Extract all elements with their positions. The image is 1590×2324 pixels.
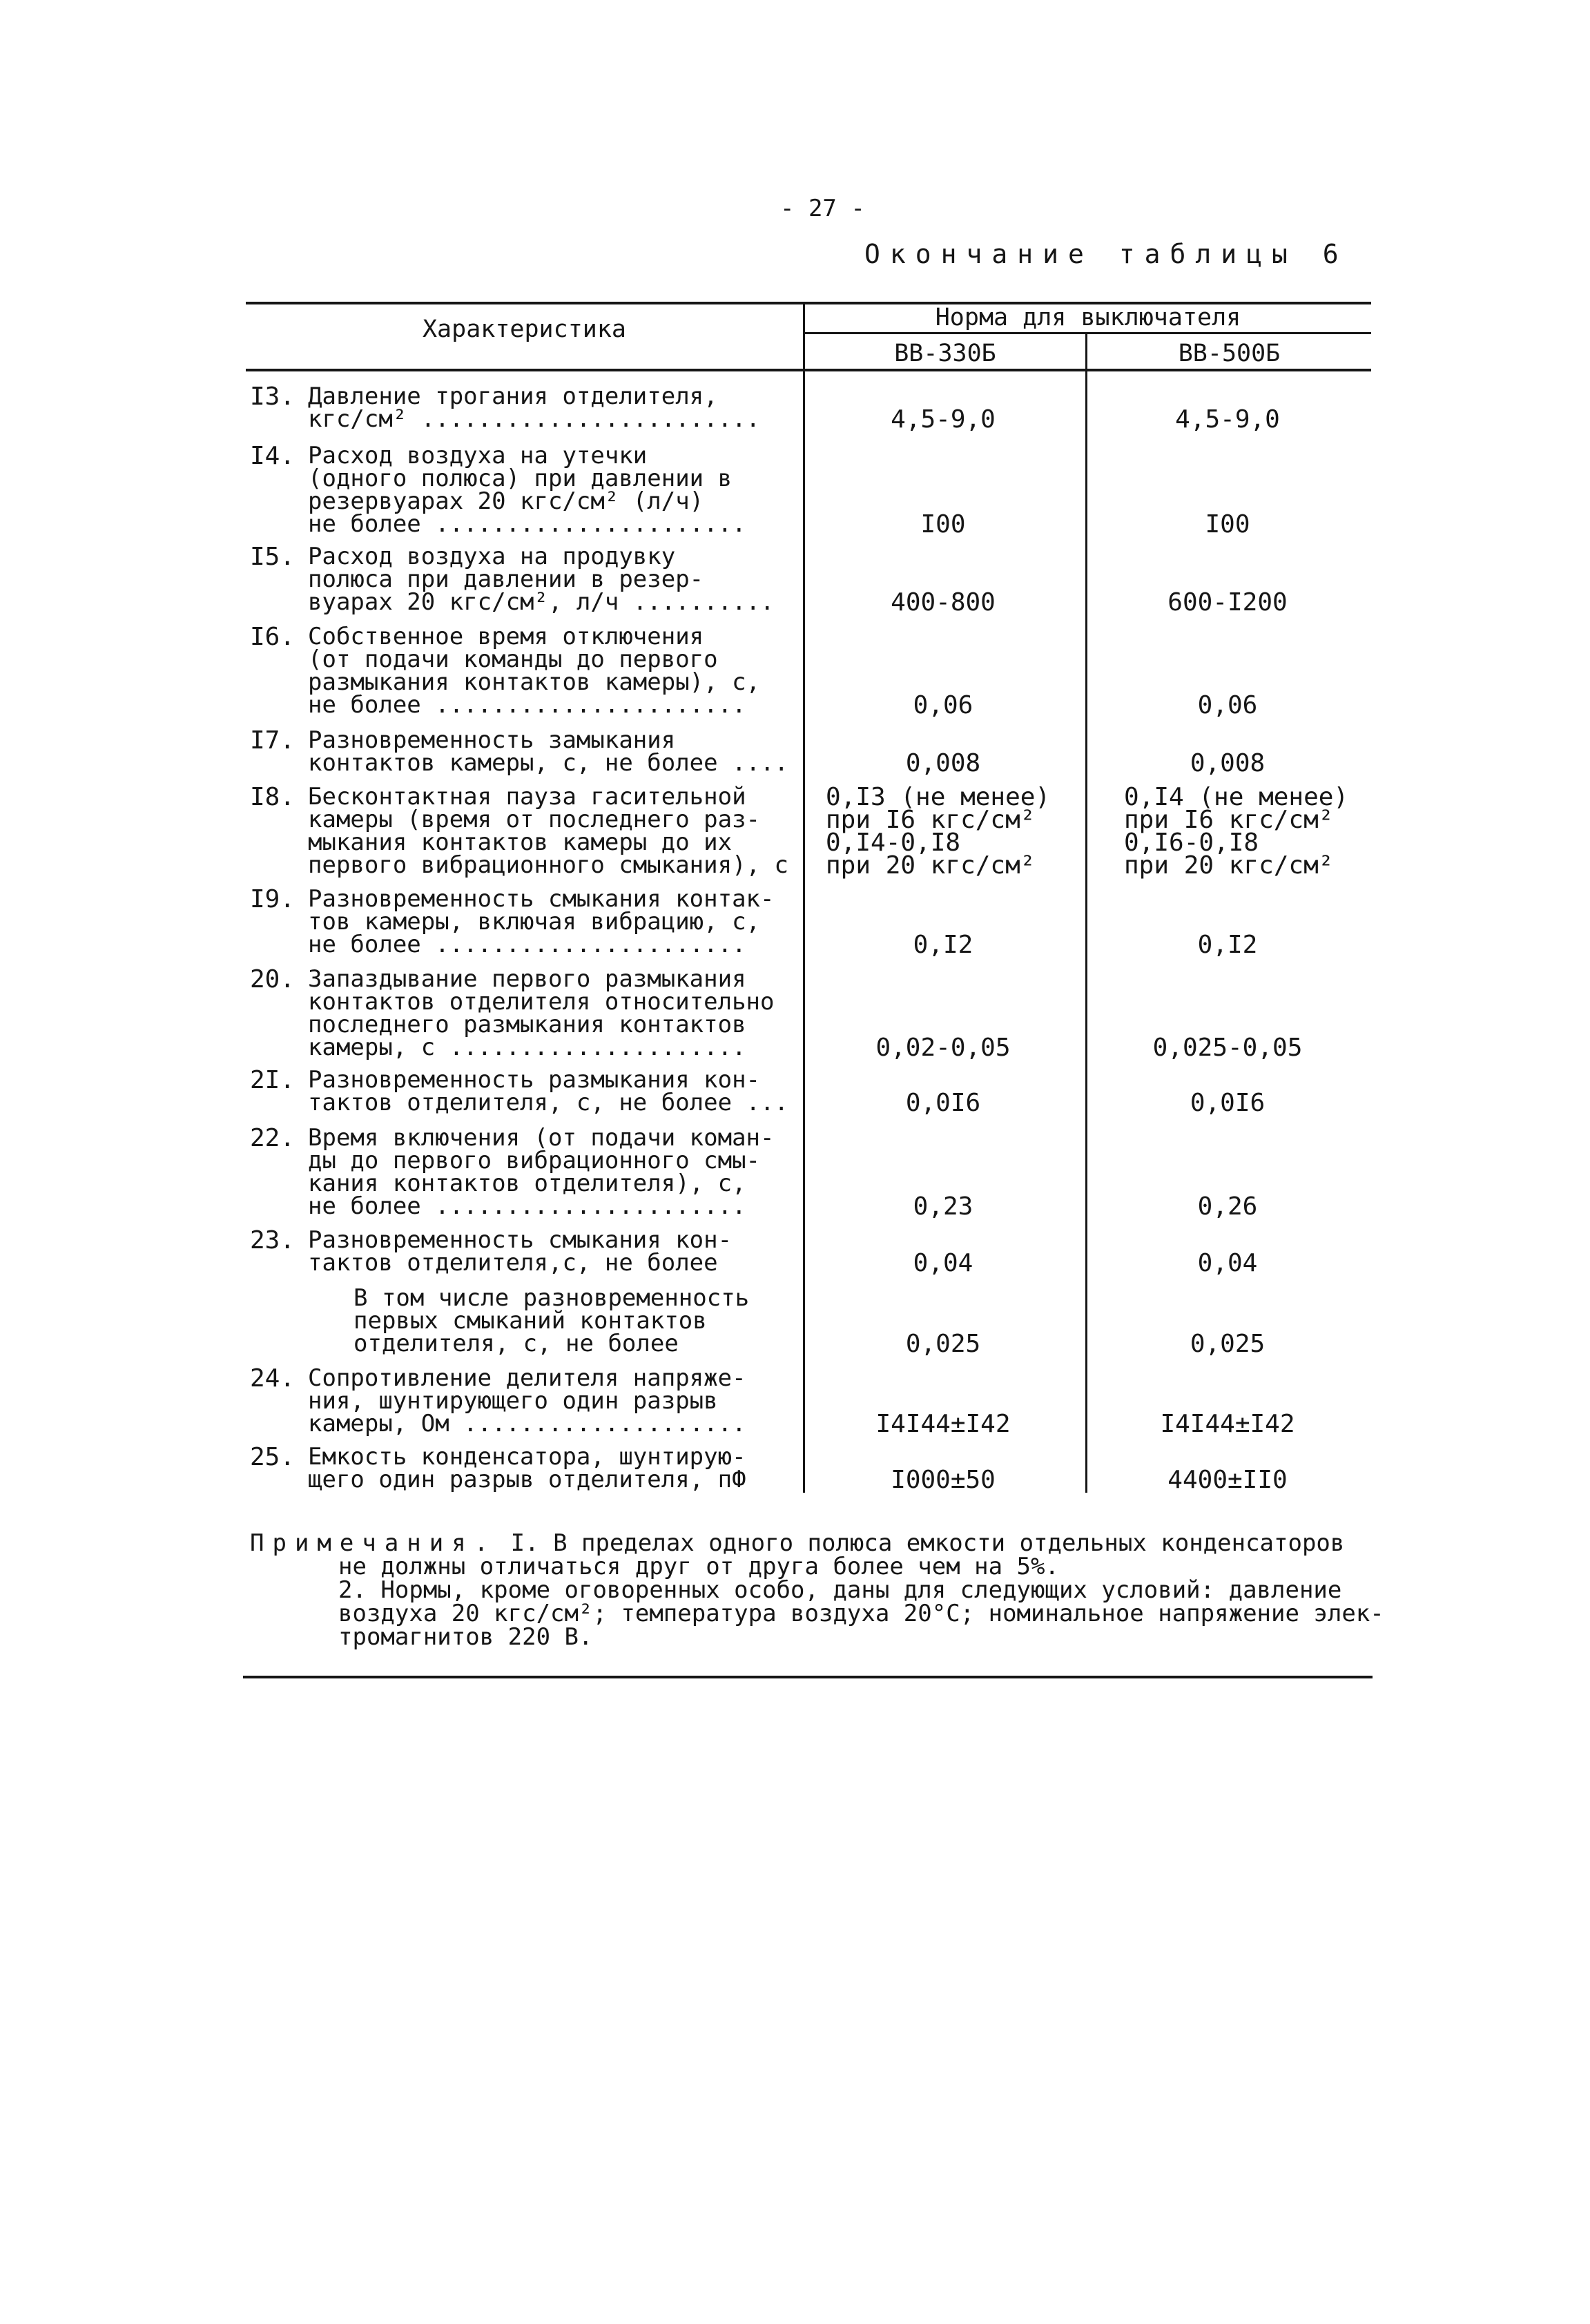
row-characteristic: Разновременность размыкания кон- тактов отделителя, с, не более ...	[308, 1066, 788, 1116]
notes	[250, 1531, 1410, 1649]
value-vv330b: 0,23	[913, 1192, 973, 1221]
row-number: I6.	[250, 623, 295, 651]
header-characteristic: Характеристика	[422, 316, 626, 343]
column-divider-2	[1085, 334, 1087, 1493]
row-number: 23.	[250, 1226, 295, 1255]
notes-line-2: не должны отличаться друг от друга более чем на 5%.	[338, 1553, 1059, 1580]
value-vv500b: I00	[1205, 510, 1250, 539]
value-vv330b: 0,025	[905, 1330, 981, 1358]
notes-line-3: 2. Нормы, кроме оговоренных особо, даны для следующих условий: давление	[338, 1576, 1342, 1604]
value-vv500b: 0,025-0,05	[1152, 1034, 1303, 1062]
value-vv500b: 0,04	[1197, 1249, 1258, 1277]
value-vv330b: I000±50	[891, 1466, 996, 1494]
row-characteristic: Бесконтактная пауза гасительной камеры (время от последнего раз- мыкания контактов камеры до их первого вибрационного смыкания), с	[308, 783, 788, 879]
header-col-vv500b: ВВ-500Б	[1178, 340, 1281, 367]
value-vv500b: 0,I2	[1197, 931, 1258, 959]
value-vv330b: I4I44±I42	[875, 1410, 1011, 1438]
value-vv330b: I00	[920, 510, 966, 539]
value-vv330b: 400-800	[891, 588, 996, 617]
value-vv330b: 0,0I6	[905, 1089, 981, 1117]
header-col-vv330b: ВВ-330Б	[894, 340, 996, 367]
row-characteristic: В том числе разновременность первых смыканий контактов отделителя, с, не более	[353, 1284, 750, 1357]
row-characteristic: Разновременность замыкания контактов камеры, с, не более ....	[308, 726, 788, 777]
value-vv500b: 0,025	[1190, 1330, 1266, 1358]
row-characteristic: Собственное время отключения (от подачи команды до первого размыкания контактов камеры), с, не более ......................	[308, 623, 761, 719]
value-vv330b: 0,06	[913, 691, 973, 719]
page-number: - 27 -	[780, 195, 865, 222]
table-caption: Окончание таблицы 6	[864, 239, 1348, 269]
notes-line-1	[250, 1531, 1410, 1555]
value-vv330b: 0,04	[913, 1249, 973, 1277]
header-norm: Норма для выключателя	[935, 304, 1241, 331]
row-characteristic: Сопротивление делителя напряже- ния, шунтирующего один разрыв камеры, Ом ....................	[308, 1364, 746, 1437]
value-vv500b: 0,008	[1190, 749, 1266, 777]
value-vv500b: 4400±II0	[1167, 1466, 1288, 1494]
value-vv330b: 4,5-9,0	[891, 405, 996, 434]
column-divider-1	[803, 302, 805, 1493]
value-vv500b: 0,26	[1197, 1192, 1258, 1221]
notes-line-5: тромагнитов 220 В.	[338, 1623, 593, 1651]
row-characteristic: Расход воздуха на продувку полюса при давлении в резер- вуарах 20 кгс/см², л/ч ..........	[308, 543, 775, 616]
row-characteristic: Давление трогания отделителя, кгс/см² ........................	[308, 383, 761, 433]
row-number: I3.	[250, 383, 295, 411]
value-vv500b: 4,5-9,0	[1175, 405, 1280, 434]
row-characteristic: Разновременность смыкания контак- тов камеры, включая вибрацию, с, не более ......................	[308, 885, 775, 958]
value-vv330b: 0,I2	[913, 931, 973, 959]
row-characteristic: Емкость конденсатора, шунтирую- щего один разрыв отделителя, пФ	[308, 1443, 746, 1493]
row-number: 22.	[250, 1124, 295, 1152]
row-characteristic: Разновременность смыкания кон- тактов отделителя,с, не более	[308, 1226, 733, 1277]
row-characteristic: Расход воздуха на утечки (одного полюса) при давлении в резервуарах 20 кгс/см² (л/ч) не более ......................	[308, 442, 746, 538]
value-vv500b: 600-I200	[1167, 588, 1288, 617]
value-vv330b: 0,02-0,05	[875, 1034, 1011, 1062]
header-divider-rule	[805, 332, 1371, 334]
value-vv500b: 0,06	[1197, 691, 1258, 719]
notes-heading: Примечания.	[250, 1529, 497, 1557]
row-number: 25.	[250, 1443, 295, 1471]
value-vv330b: 0,I3 (не менее) при I6 кгс/см² 0,I4-0,I8 при 20 кгс/см²	[826, 783, 1051, 880]
header-bottom-rule	[246, 369, 1371, 371]
note-1-text: I. В пределах одного полюса емкости отдельных конденсаторов	[510, 1529, 1345, 1557]
row-number: I5.	[250, 543, 295, 571]
row-number: 20.	[250, 965, 295, 994]
row-number: 2I.	[250, 1066, 295, 1094]
bottom-rule	[243, 1676, 1373, 1678]
row-number: 24.	[250, 1364, 295, 1393]
row-characteristic: Время включения (от подачи коман- ды до первого вибрационного смы- кания контактов отделителя), с, не более ......................	[308, 1124, 775, 1220]
value-vv500b: I4I44±I42	[1160, 1410, 1295, 1438]
row-number: I9.	[250, 885, 295, 913]
value-vv330b: 0,008	[905, 749, 981, 777]
row-number: I8.	[250, 783, 295, 811]
row-characteristic: Запаздывание первого размыкания контактов отделителя относительно последнего размыкания контактов камеры, с .....................	[308, 965, 775, 1061]
value-vv500b: 0,I4 (не менее) при I6 кгс/см² 0,I6-0,I8 при 20 кгс/см²	[1124, 783, 1349, 880]
row-number: I7.	[250, 726, 295, 755]
row-number: I4.	[250, 442, 295, 470]
value-vv500b: 0,0I6	[1190, 1089, 1266, 1117]
notes-line-4: воздуха 20 кгс/см²; температура воздуха 20°С; номинальное напряжение элек-	[338, 1600, 1384, 1627]
